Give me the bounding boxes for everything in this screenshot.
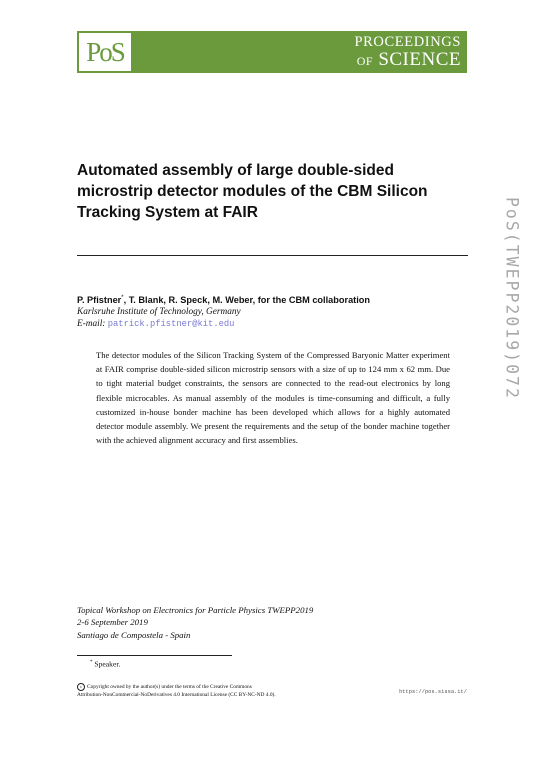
banner-of: OF bbox=[356, 54, 374, 69]
first-author: P. Pfistner bbox=[77, 295, 122, 306]
banner-title bbox=[355, 31, 462, 73]
banner-science: SCIENCE bbox=[378, 49, 461, 71]
email-line bbox=[77, 318, 234, 330]
pos-url-link[interactable]: https://pos.sissa.it/ bbox=[399, 689, 467, 695]
pos-logo bbox=[79, 33, 131, 71]
copyright-line-1: Copyright owned by the author(s) under the terms of the Creative Commons bbox=[87, 684, 252, 691]
email-link[interactable]: patrick.pfistner@kit.edu bbox=[107, 319, 235, 329]
email-label: E-mail: bbox=[77, 319, 106, 329]
conference-dates: 2-6 September 2019 bbox=[77, 617, 148, 628]
conference-name: Topical Workshop on Electronics for Particle Physics TWEPP2019 bbox=[77, 605, 314, 615]
author-list bbox=[77, 292, 477, 306]
pos-logo-text: PoS bbox=[86, 36, 124, 67]
footnote-rule bbox=[77, 655, 232, 656]
conference-location: Santiago de Compostela - Spain bbox=[77, 629, 191, 640]
other-authors: , T. Blank, R. Speck, M. Weber, for the CBM collaboration bbox=[123, 295, 371, 306]
footnote-mark: * bbox=[90, 660, 93, 665]
speaker-mark: * bbox=[121, 295, 124, 301]
affiliation: Karlsruhe Institute of Technology, Germany bbox=[77, 307, 241, 317]
side-identifier-text: PoS(TWEPP2019)072 bbox=[502, 197, 522, 400]
abstract: The detector modules of the Silicon Tracking System of the Compressed Baryonic Matter experiment at FAIR comprise double-sided silicon microstrip sensors with a size of up to 124 mm x 62 mm. Due to tight material budget constraints, the sensors are connected to the read-out electronics by long flexible microcables. As manual assembly of the modules is time-consuming and difficult, a fully customized in-house bonder machine has been developed which allows for a highly automated detector module assembly. We present the requirements and the setup of the bonder machine together with the achieved alignment accuracy and first assemblies. bbox=[96, 350, 450, 446]
speaker-footnote bbox=[90, 658, 120, 670]
author-names bbox=[77, 295, 370, 305]
paper-title: Automated assembly of large double-sided microstrip detector modules of the CBM Silicon Tracking System at FAIR bbox=[77, 162, 428, 221]
conference-info bbox=[77, 604, 313, 641]
title-rule bbox=[77, 255, 468, 256]
side-identifier bbox=[492, 197, 532, 487]
pos-banner bbox=[77, 31, 467, 73]
cc-icon: c bbox=[77, 683, 85, 691]
banner-of-science bbox=[355, 50, 462, 69]
copyright-line-2: Attribution-NonCommercial-NoDerivatives 4.0 International License (CC BY-NC-ND 4.0). bbox=[77, 692, 276, 699]
footnote-text: Speaker. bbox=[94, 659, 121, 669]
banner-proceedings: PROCEEDINGS bbox=[354, 33, 461, 50]
copyright-notice bbox=[77, 683, 337, 700]
